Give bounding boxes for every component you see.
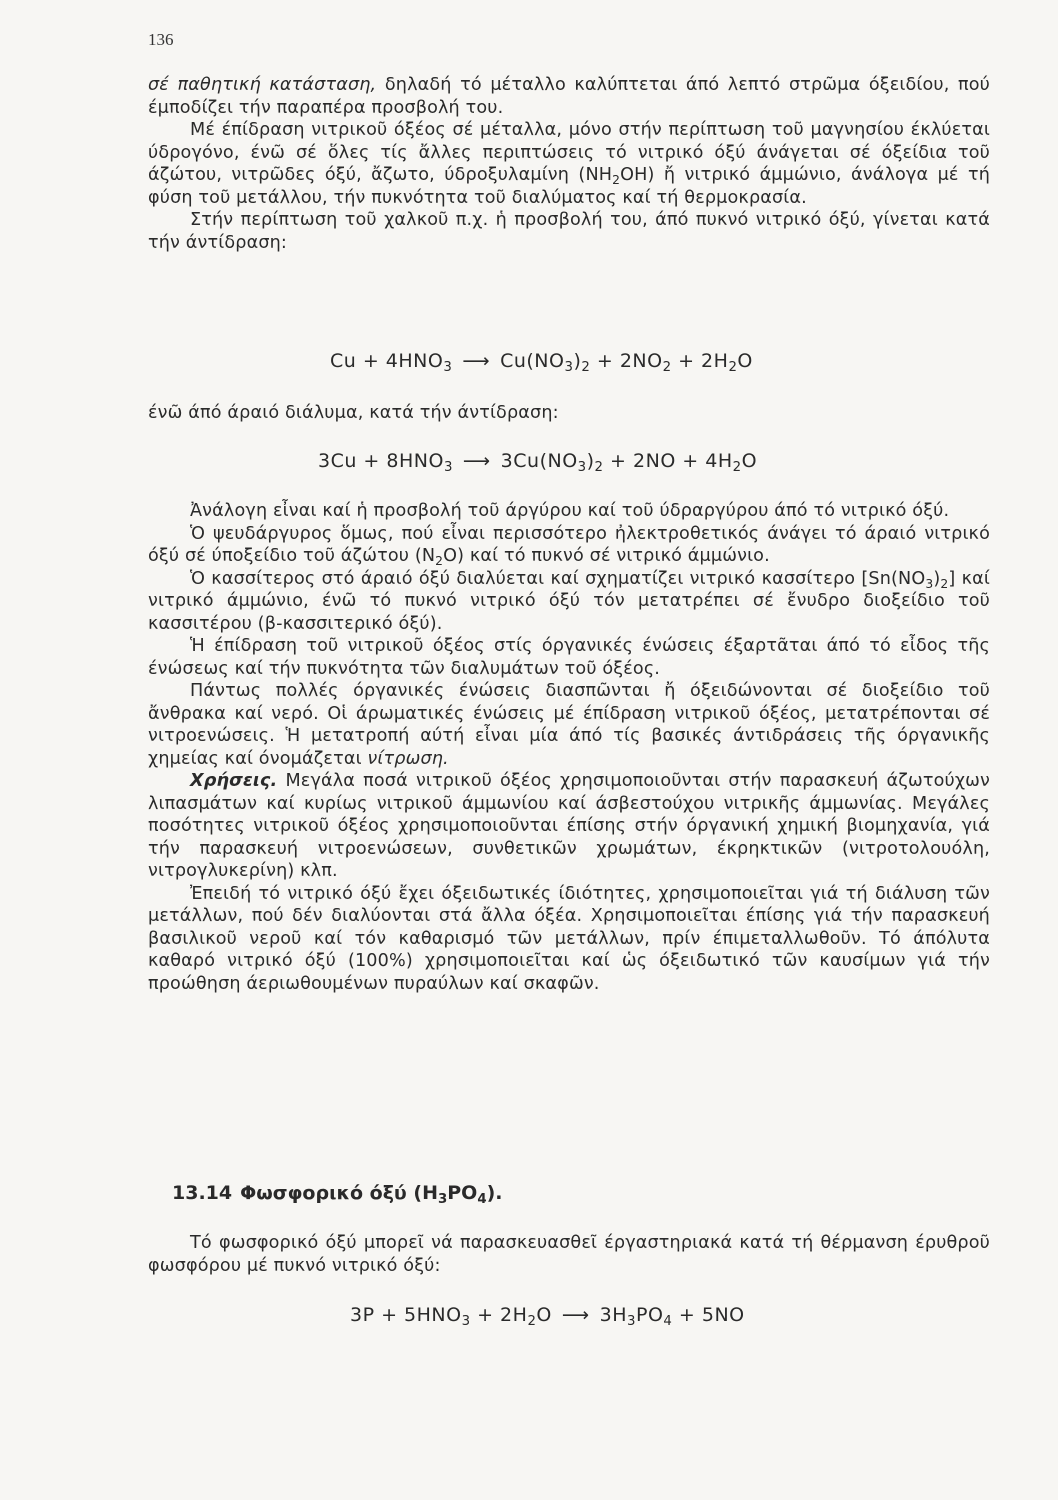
paragraph-zinc: Ὁ ψευδάργυρος ὅμως, πού εἶναι περισσότερο ἠλεκτροθετικός άνάγει τό άραιό νιτρικό όξύ σέ ύποξείδιο τοῦ άζώτου $(N_2O)$ καί τό πυκνό σέ νιτρικό άμμώνιο. (148, 523, 990, 568)
text-block-1 (148, 74, 990, 254)
italic-term: σέ παθητική κατάσταση, (148, 75, 377, 95)
paragraph-tin: Ὁ κασσίτερος στό άραιό όξύ διαλύεται καί σχηματίζει νιτρικό κασσίτερο $[Sn(NO_3)_2]$ καί νιτρικό άμμώνιο, ένῶ τό πυκνό νιτρικό όξύ τόν μετατρέπει σέ ἔνυδρο διοξείδιο τοῦ κασσιτέρου (β-κασσιτερικό όξύ). (148, 568, 990, 634)
paragraph-silver-mercury: Ἀνάλογη εἶναι καί ἡ προσβολή τοῦ άργύρου καί τοῦ ύδραργύρου άπό τό νιτρικό όξύ. (190, 501, 950, 521)
paragraph-phosphoric: Τό φωσφορικό όξύ μπορεῖ νά παρασκευασθεῖ έργαστηριακά κατά τή θέρμανση έρυθροῦ φωσφόρου μέ πυκνό νιτρικό όξύ: (148, 1233, 990, 1276)
reaction-arrow: ⟶ (462, 350, 491, 372)
text-block-3 (148, 1232, 990, 1277)
paragraph-passive-state: σέ παθητική κατάσταση, δηλαδή τό μέταλλο καλύπτεται άπό λεπτό στρῶμα όξειδίου, πού έμποδίζει τήν παραπέρα προσβολή του. (148, 75, 990, 118)
text-block-2 (148, 500, 990, 995)
reaction-arrow: ⟶ (561, 1304, 590, 1326)
text-block-dilute (148, 402, 990, 425)
equation-copper-dilute: $3Cu + 8HNO_3$ ⟶ $3Cu(NO_3)_2 + 2NO + 4H_2O$ (318, 450, 758, 475)
section-heading: 13.14 Φωσφορικό όξύ $(H_3PO_4)$. (172, 1182, 503, 1207)
paragraph-copper: Στήν περίπτωση τοῦ χαλκοῦ π.χ. ἡ προσβολή του, άπό πυκνό νιτρικό όξύ, γίνεται κατά τήν άντίδραση: (148, 210, 990, 253)
italic-term: νίτρωση. (367, 748, 449, 769)
uses-heading: Χρήσεις. (190, 771, 278, 791)
equation-copper-concentrated: $Cu + 4HNO_3$ ⟶ $Cu(NO_3)_2 + 2NO_2 + 2H_2O$ (330, 350, 753, 375)
paragraph-organic: Ἡ έπίδραση τοῦ νιτρικοῦ όξέος στίς όργανικές ένώσεις έξαρτᾶται άπό τό εἶδος τῆς ένώσεως καί τήν πυκνότητα τῶν διαλυμάτων τοῦ όξέος. (148, 636, 990, 679)
equation-phosphoric: $3P + 5HNO_3 + 2H_2O$ ⟶ $3H_3PO_4 + 5NO$ (350, 1304, 745, 1329)
paragraph-oxidizing: Ἐπειδή τό νιτρικό όξύ ἔχει όξειδωτικές ίδιότητες, χρησιμοποιεῖται γιά τή διάλυση τῶν μετάλλων, πού δέν διαλύονται στά ἄλλα όξέα. Χρησιμοποιεῖται έπίσης γιά τήν παρασκευή βασιλικοῦ νεροῦ καί τόν καθαρισμό τῶν μετάλλων, πρίν έπιμεταλλωθοῦν. Τό άπόλυτα καθαρό νιτρικό όξύ (100%) χρησιμοποιεῖται καί ὡς όξειδωτικό τῶν καυσίμων γιά τήν προώθηση άεριωθουμένων πυραύλων καί σκαφῶν. (148, 883, 990, 994)
paragraph-uses: Χρήσεις. Μεγάλα ποσά νιτρικοῦ όξέος χρησιμοποιοῦνται στήν παρασκευή άζωτούχων λιπασμάτων καί κυρίως νιτρικοῦ άμμωνίου καί άσβεστούχου νιτρικῆς άμμωνίας. Μεγάλες ποσότητες νιτρικοῦ όξέος χρησιμοποιοῦνται έπίσης στήν όργανική χημική βιομηχανία, γιά τήν παρασκευή νιτροενώσεων, συνθετικῶν χρωμάτων, έκρηκτικῶν (νιτροτολουόλη, νιτρογλυκερίνη) κλπ. (148, 771, 990, 881)
section-number: 13.14 (172, 1182, 233, 1204)
paragraph-dilute: ένῶ άπό άραιό διάλυμα, κατά τήν άντίδραση: (148, 403, 559, 423)
paragraph-nitration: Πάντως πολλές όργανικές ένώσεις διασπῶνται ἤ όξειδώνονται σέ διοξείδιο τοῦ ἄνθρακα καί νερό. Οἱ άρωματικές ένώσεις μέ έπίδραση νιτρικοῦ όξέος, μετατρέπονται σέ νιτροενώσεις. Ἡ μετατροπή αύτή εἶναι μία άπό τίς βασικές άντιδράσεις τῆς όργανικῆς χημείας καί όνομάζεται νίτρωση. (148, 681, 990, 769)
paragraph-metal-reaction: Μέ έπίδραση νιτρικοῦ όξέος σέ μέταλλα, μόνο στήν περίπτωση τοῦ μαγνησίου έκλύεται ύδρογόνο, ένῶ σέ ὅλες τίς ἄλλες περιπτώσεις τό νιτρικό όξύ άνάγεται σέ όξείδια τοῦ άζώτου, νιτρῶδες όξύ, ἄζωτο, ύδροξυλαμίνη $(NH_2OH)$ ἤ νιτρικό άμμώνιο, άνάλογα μέ τή φύση τοῦ μετάλλου, τήν πυκνότητα τοῦ διαλύματος καί τή θερμοκρασία. (148, 120, 990, 208)
page-number: 136 (148, 30, 174, 49)
reaction-arrow: ⟶ (462, 450, 491, 472)
